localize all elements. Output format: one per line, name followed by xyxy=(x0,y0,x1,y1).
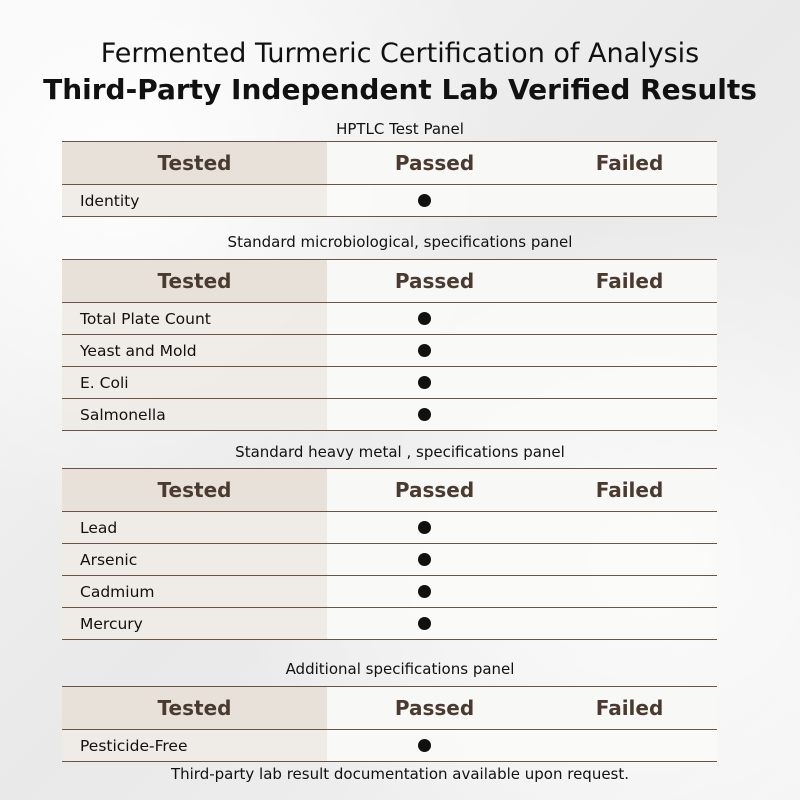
test-name: Total Plate Count xyxy=(62,303,327,334)
test-name: Salmonella xyxy=(62,399,327,430)
table-row xyxy=(62,335,717,367)
passed-dot-icon xyxy=(418,194,431,207)
failed-cell xyxy=(542,335,717,366)
passed-dot-icon xyxy=(418,553,431,566)
failed-cell xyxy=(542,185,717,216)
passed-cell xyxy=(327,512,542,543)
passed-column-header: Passed xyxy=(327,469,542,511)
table-row xyxy=(62,544,717,576)
passed-column-header: Passed xyxy=(327,142,542,184)
hptlc-panel-table xyxy=(62,141,717,217)
passed-dot-icon xyxy=(418,376,431,389)
table-row xyxy=(62,185,717,217)
passed-cell xyxy=(327,303,542,334)
table-row xyxy=(62,730,717,762)
passed-cell xyxy=(327,576,542,607)
failed-cell xyxy=(542,544,717,575)
footer-note: Third-party lab result documentation available upon request. xyxy=(170,765,630,783)
table-row xyxy=(62,303,717,335)
failed-cell xyxy=(542,399,717,430)
passed-dot-icon xyxy=(418,312,431,325)
passed-cell xyxy=(327,185,542,216)
test-name: Cadmium xyxy=(62,576,327,607)
failed-cell xyxy=(542,303,717,334)
passed-cell xyxy=(327,730,542,761)
failed-column-header: Failed xyxy=(542,260,717,302)
failed-cell xyxy=(542,512,717,543)
test-name: Lead xyxy=(62,512,327,543)
table-row xyxy=(62,367,717,399)
tested-column-header: Tested xyxy=(62,142,327,184)
tested-column-header: Tested xyxy=(62,687,327,729)
table-header-row xyxy=(62,141,717,185)
test-name: E. Coli xyxy=(62,367,327,398)
table-header-row xyxy=(62,259,717,303)
test-name: Yeast and Mold xyxy=(62,335,327,366)
heavy-metal-panel-table xyxy=(62,468,717,640)
passed-dot-icon xyxy=(418,739,431,752)
test-name: Pesticide-Free xyxy=(62,730,327,761)
passed-cell xyxy=(327,335,542,366)
table-row xyxy=(62,576,717,608)
failed-cell xyxy=(542,730,717,761)
panel-caption: Standard heavy metal , specifications panel xyxy=(235,443,565,461)
failed-cell xyxy=(542,608,717,639)
tested-column-header: Tested xyxy=(62,260,327,302)
passed-dot-icon xyxy=(418,521,431,534)
failed-column-header: Failed xyxy=(542,469,717,511)
failed-column-header: Failed xyxy=(542,687,717,729)
table-row xyxy=(62,399,717,431)
tested-column-header: Tested xyxy=(62,469,327,511)
test-name: Identity xyxy=(62,185,327,216)
page-title: Fermented Turmeric Certification of Analysis xyxy=(100,38,700,69)
passed-cell xyxy=(327,544,542,575)
table-row xyxy=(62,608,717,640)
passed-dot-icon xyxy=(418,344,431,357)
table-row xyxy=(62,512,717,544)
failed-cell xyxy=(542,367,717,398)
passed-cell xyxy=(327,399,542,430)
table-header-row xyxy=(62,686,717,730)
page-subtitle: Third-Party Independent Lab Verified Results xyxy=(43,73,757,106)
passed-cell xyxy=(327,608,542,639)
passed-column-header: Passed xyxy=(327,260,542,302)
panel-caption: Standard microbiological, specifications panel xyxy=(227,233,573,251)
panel-caption: HPTLC Test Panel xyxy=(336,120,464,138)
passed-dot-icon xyxy=(418,617,431,630)
passed-cell xyxy=(327,367,542,398)
failed-column-header: Failed xyxy=(542,142,717,184)
microbiological-panel-table xyxy=(62,259,717,431)
test-name: Arsenic xyxy=(62,544,327,575)
passed-column-header: Passed xyxy=(327,687,542,729)
passed-dot-icon xyxy=(418,408,431,421)
passed-dot-icon xyxy=(418,585,431,598)
failed-cell xyxy=(542,576,717,607)
test-name: Mercury xyxy=(62,608,327,639)
additional-panel-table xyxy=(62,686,717,762)
table-header-row xyxy=(62,468,717,512)
panel-caption: Additional specifications panel xyxy=(285,660,515,678)
